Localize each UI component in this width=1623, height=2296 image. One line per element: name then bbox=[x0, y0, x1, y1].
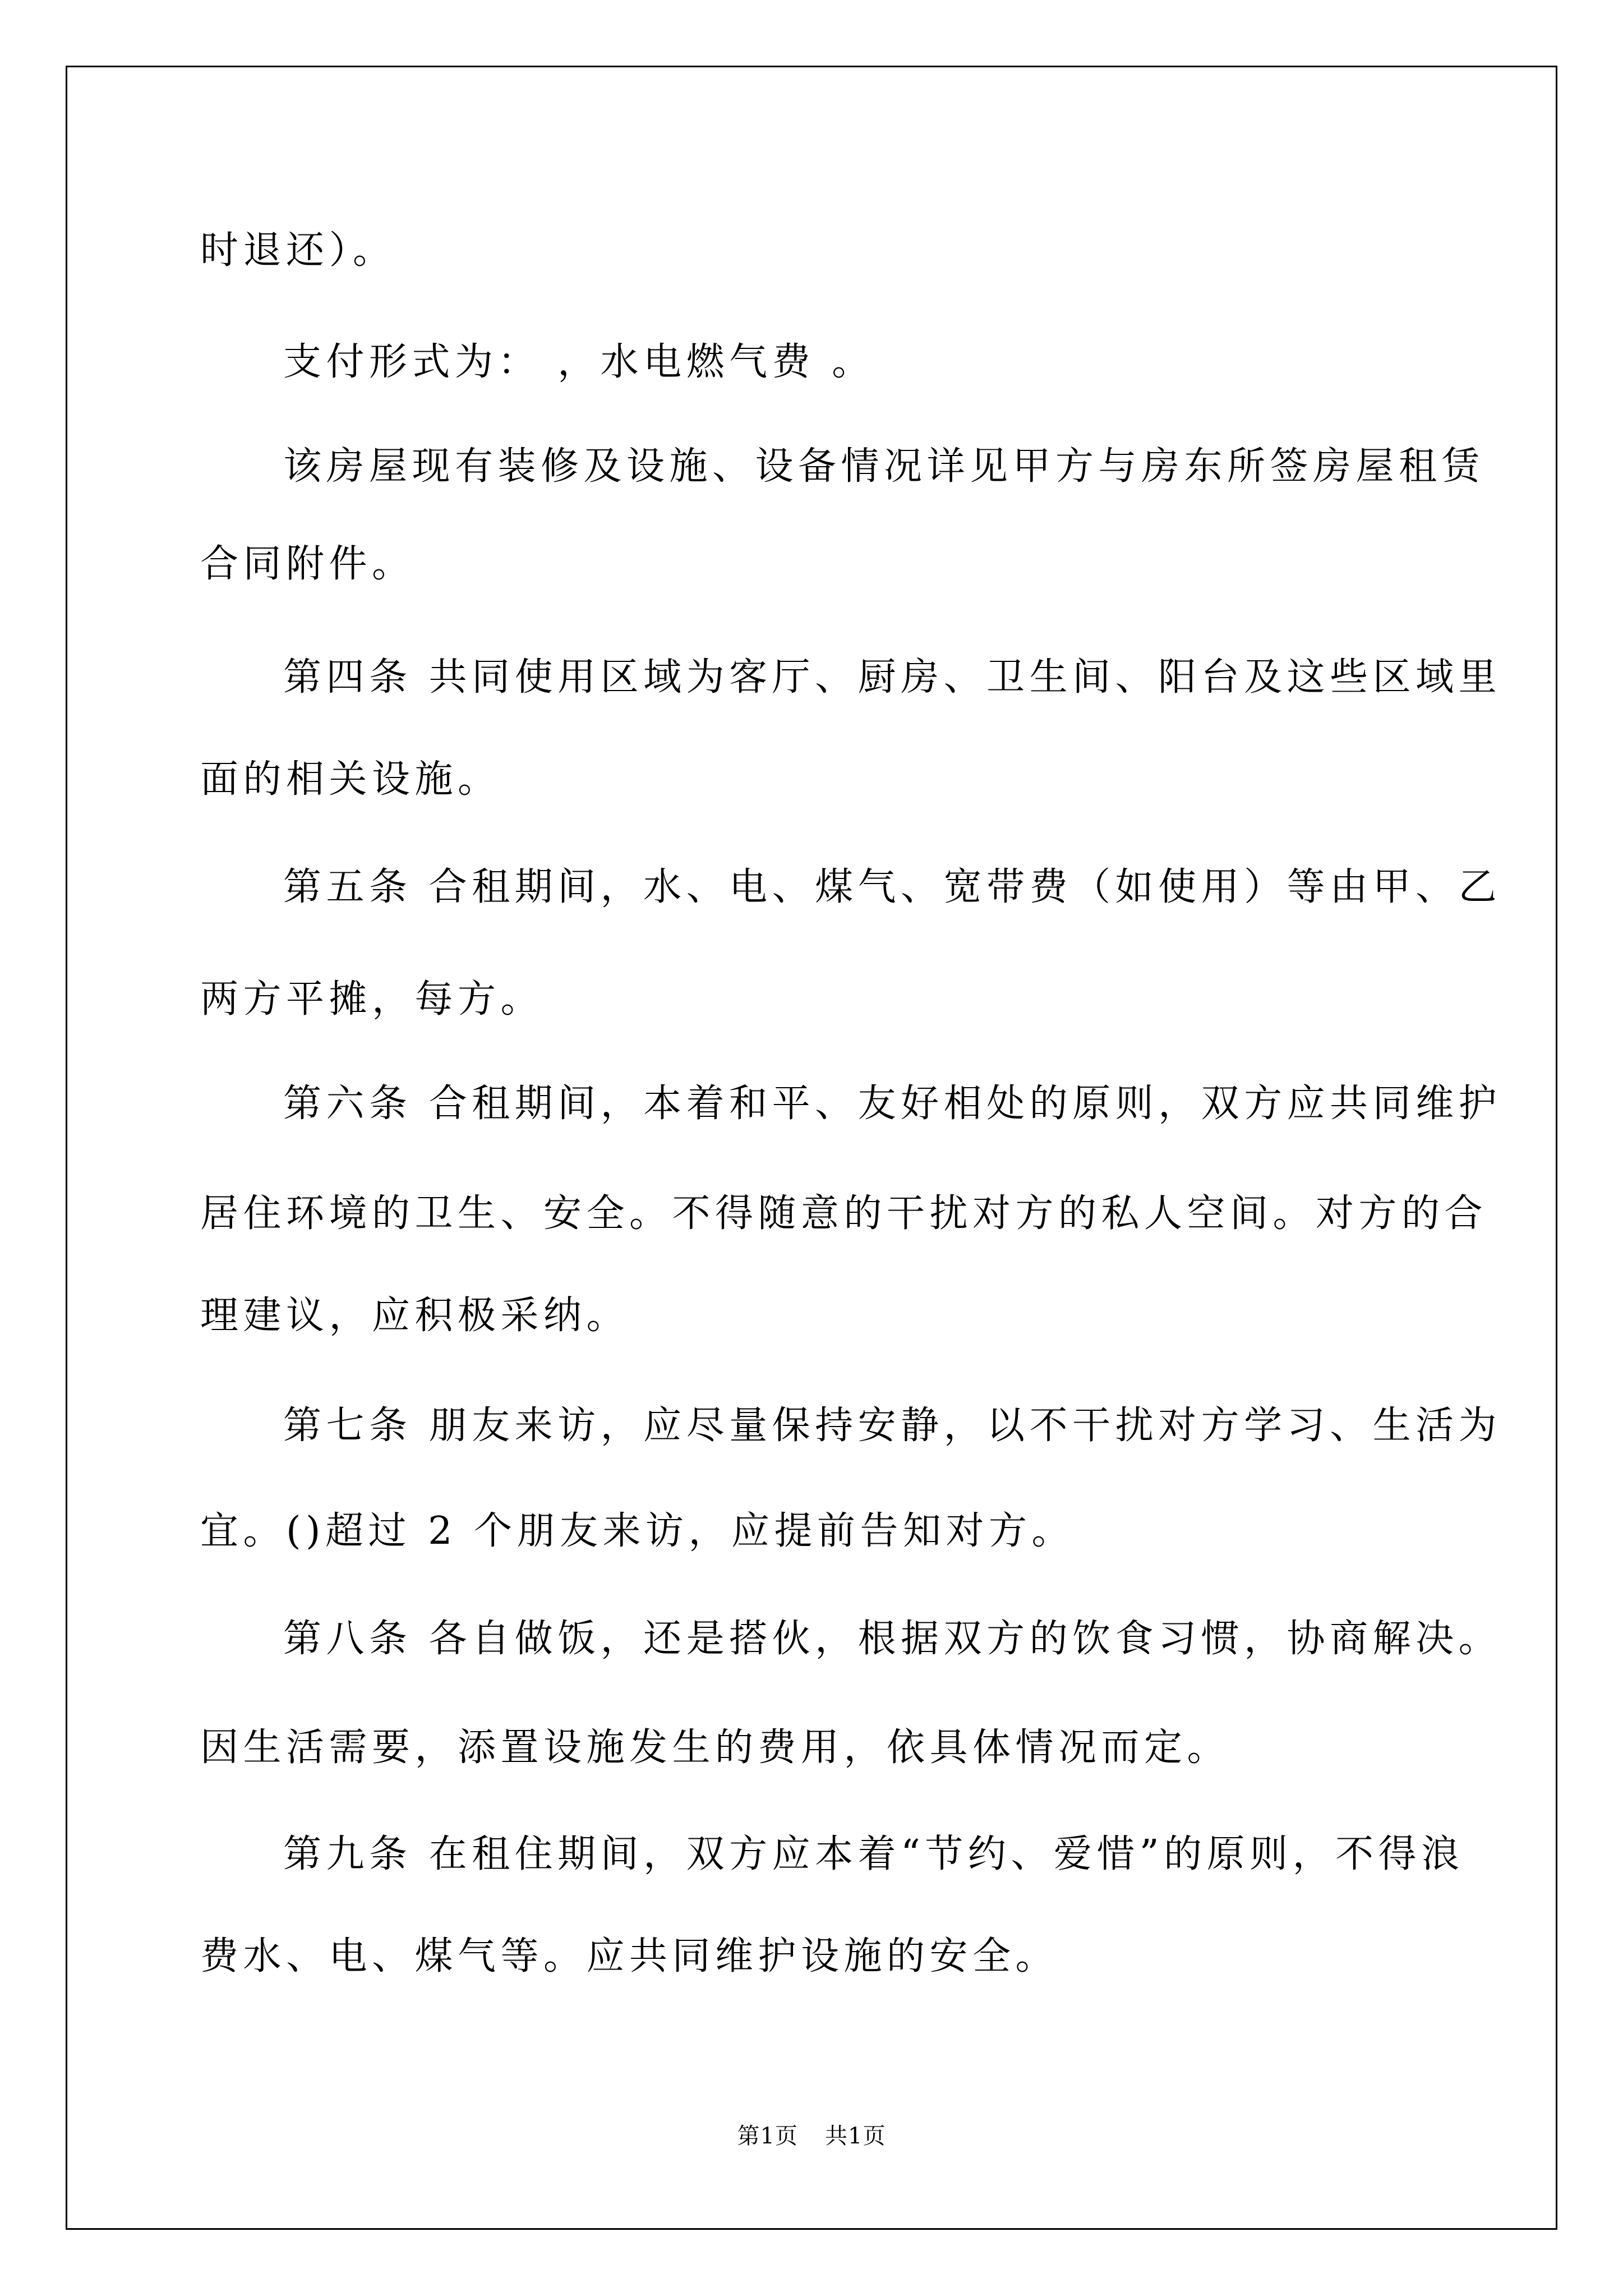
text-line: 第九条 在租住期间，双方应本着“节约、爱惜”的原则，不得浪 bbox=[283, 1832, 1464, 1876]
text-line: 费水、电、煤气等。应共同维护设施的安全。 bbox=[200, 1934, 1059, 1978]
text-line: 时退还）。 bbox=[200, 228, 396, 273]
text-line: 该房屋现有装修及设施、设备情况详见甲方与房东所签房屋租赁 bbox=[283, 444, 1485, 489]
text-line: 第七条 朋友来访，应尽量保持安静，以不干扰对方学习、生活为 bbox=[283, 1404, 1502, 1448]
text-line: 两方平摊，每方。 bbox=[200, 977, 544, 1022]
page-border bbox=[66, 66, 1557, 2230]
total-pages: 共1页 bbox=[825, 2123, 886, 2149]
text-line: 合同附件。 bbox=[200, 542, 415, 586]
page-footer bbox=[0, 2122, 1623, 2150]
text-line: 因生活需要，添置设施发生的费用，依具体情况而定。 bbox=[200, 1726, 1230, 1770]
text-line: 第四条 共同使用区域为客厅、厨房、卫生间、阳台及这些区域里 bbox=[283, 655, 1502, 700]
text-line: 面的相关设施。 bbox=[200, 757, 501, 802]
text-line: 第五条 合租期间，水、电、煤气、宽带费（如使用）等由甲、乙 bbox=[283, 865, 1502, 909]
text-line: 支付形式为： ，水电燃气费 。 bbox=[283, 340, 875, 384]
text-line: 宜。()超过 2 个朋友来访，应提前告知对方。 bbox=[200, 1509, 1075, 1553]
text-line: 第六条 合租期间，本着和平、友好相处的原则，双方应共同维护 bbox=[283, 1082, 1502, 1126]
text-line: 理建议，应积极采纳。 bbox=[200, 1294, 630, 1338]
page-number: 第1页 bbox=[737, 2123, 798, 2149]
text-line: 第八条 各自做饭，还是搭伙，根据双方的饮食习惯，协商解决。 bbox=[283, 1617, 1502, 1661]
text-line: 居住环境的卫生、安全。不得随意的干扰对方的私人空间。对方的合 bbox=[200, 1191, 1488, 1236]
